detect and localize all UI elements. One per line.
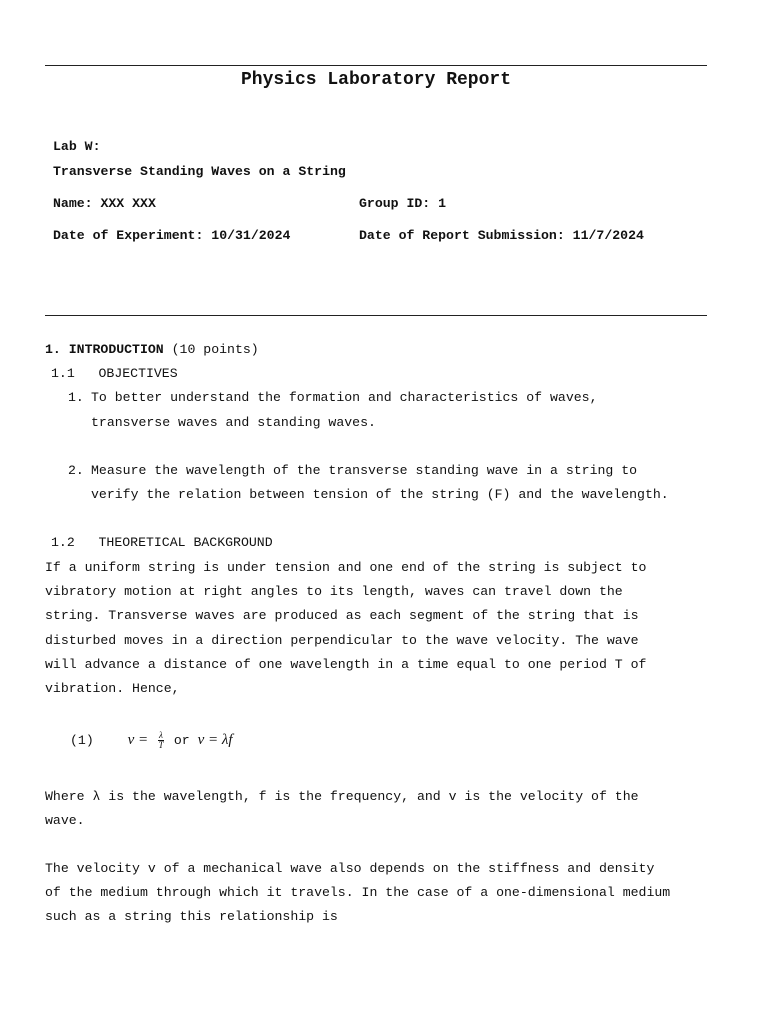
paragraph-line: of the medium through which it travels. In the case of a one-dimensional medium — [45, 885, 671, 901]
velocity-paragraph — [45, 857, 735, 930]
top-rule — [45, 65, 707, 66]
fraction-numerator: λ — [159, 730, 163, 740]
paragraph-line: vibratory motion at right angles to its length, waves can travel down the — [45, 584, 623, 600]
equation-1 — [70, 731, 233, 750]
paragraph-line: If a uniform string is under tension and one end of the string is subject to — [45, 560, 647, 575]
objective-2-number: 2. — [68, 463, 84, 478]
lab-title: Transverse Standing Waves on a String — [53, 164, 346, 179]
objective-2-line: Measure the wavelength of the transverse standing wave in a string to — [91, 463, 638, 478]
section-title: INTRODUCTION — [68, 342, 164, 357]
equation-or: or — [173, 732, 190, 748]
objective-2-line: verify the relation between tension of the string (F) and the wavelength. — [91, 487, 669, 502]
report-title: Physics Laboratory Report — [240, 70, 512, 90]
subsection-number: 1.2 — [51, 535, 75, 550]
group-id: Group ID: 1 — [359, 196, 447, 211]
subsection-title: THEORETICAL BACKGROUND — [98, 535, 273, 550]
paragraph-line: The velocity v of a mechanical wave also depends on the stiffness and density — [45, 861, 655, 876]
subsection-background — [51, 535, 273, 550]
fraction-denominator: T — [158, 740, 164, 750]
equation-number: (1) — [70, 732, 94, 748]
objective-1-line: transverse waves and standing waves. — [91, 415, 376, 430]
background-paragraph — [45, 556, 735, 701]
student-name: Name: XXX XXX — [53, 196, 156, 211]
paragraph-line: disturbed moves in a direction perpendicular to the wave velocity. The wave — [45, 632, 639, 648]
subsection-title: OBJECTIVES — [98, 366, 178, 381]
date-of-experiment: Date of Experiment: 10/31/2024 — [53, 228, 291, 243]
lab-label: Lab W: — [53, 139, 101, 154]
equation-lhs: v = — [127, 731, 149, 748]
paragraph-line: Where λ is the wavelength, f is the frequency, and v is the velocity of the — [45, 789, 639, 804]
paragraph-line: vibration. Hence, — [45, 681, 180, 697]
paragraph-line: wave. — [45, 813, 85, 829]
equation-fraction — [158, 731, 164, 750]
date-of-submission: Date of Report Submission: 11/7/2024 — [359, 228, 644, 243]
subsection-number: 1.1 — [51, 366, 75, 381]
objective-1-line: To better understand the formation and characteristics of waves, — [91, 390, 598, 405]
paragraph-line: will advance a distance of one wavelength in a time equal to one period T of — [45, 656, 647, 672]
where-paragraph — [45, 785, 735, 833]
header-bottom-rule — [45, 315, 707, 316]
subsection-objectives — [51, 366, 178, 381]
section-points: (10 points) — [171, 342, 259, 357]
objective-1-number: 1. — [68, 390, 84, 405]
paragraph-line: string. Transverse waves are produced as each segment of the string that is — [45, 608, 639, 624]
equation-rhs: v = λf — [197, 731, 233, 748]
paragraph-line: such as a string this relationship is — [45, 909, 338, 925]
section-number: 1. — [45, 342, 61, 357]
section-heading — [45, 342, 259, 357]
